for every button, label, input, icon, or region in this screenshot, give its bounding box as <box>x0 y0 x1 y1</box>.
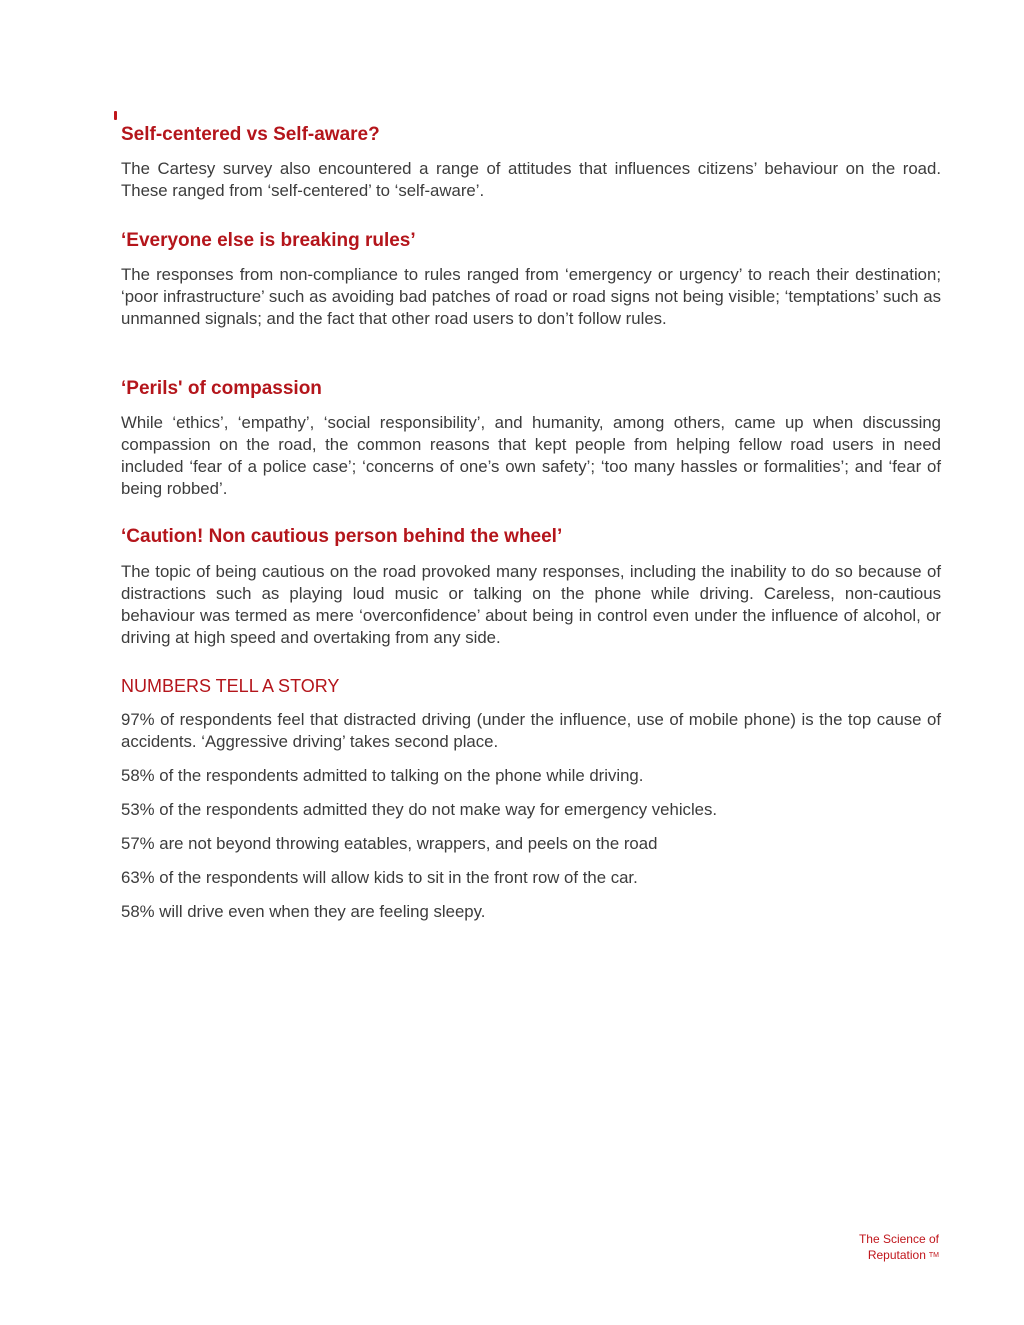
footer-line-1: The Science of <box>858 1232 939 1246</box>
footer-line-2 <box>859 1247 939 1264</box>
stat-item: 53% of the respondents admitted they do not make way for emergency vehicles. <box>121 800 718 819</box>
stat-item: 97% of respondents feel that distracted driving (under the influence, use of mobile phone) is the top cause of accidents. ‘Aggressive driving’ takes second place. <box>121 710 941 751</box>
trademark-mark: TM <box>928 1252 939 1259</box>
stat-item: 63% of the respondents will allow kids to sit in the front row of the car. <box>121 868 638 887</box>
heading-numbers: NUMBERS TELL A STORY <box>121 676 340 696</box>
decorative-mark <box>114 111 117 120</box>
paragraph-self-centered: The Cartesy survey also encountered a range of attitudes that influences citizens’ behaviour on the road. These ranged from ‘self-centered’ to ‘self-aware’. <box>121 159 941 200</box>
paragraph-caution: The topic of being cautious on the road provoked many responses, including the inability to do so because of distractions such as playing loud music or talking on the phone while driving. Careless, non-cautious behaviour was termed as mere ‘overconfidence’ about being in control even under the influence of alcohol, or driving at high speed and overtaking from any side. <box>121 562 941 647</box>
heading-compassion: ‘Perils' of compassion <box>121 378 322 399</box>
footer-tagline <box>859 1231 939 1264</box>
heading-self-centered: Self-centered vs Self-aware? <box>121 124 380 145</box>
paragraph-compassion: While ‘ethics’, ‘empathy’, ‘social responsibility’, and humanity, among others, came up when discussing compassion on the road, the common reasons that kept people from helping fellow road users in need included ‘fear of a police case’; ‘concerns of one’s own safety’; ‘too many hassles or formalities’; and ‘fear of being robbed’. <box>121 413 941 498</box>
stat-item: 57% are not beyond throwing eatables, wrappers, and peels on the road <box>121 834 658 853</box>
paragraph-breaking-rules: The responses from non-compliance to rules ranged from ‘emergency or urgency’ to reach their destination; ‘poor infrastructure’ such as avoiding bad patches of road or road signs not being visible; ‘temptations’ such as unmanned signals; and the fact that other road users to don’t follow rules. <box>121 265 941 328</box>
footer-reputation: Reputation <box>867 1248 926 1262</box>
heading-breaking-rules: ‘Everyone else is breaking rules’ <box>121 230 416 251</box>
stat-item: 58% of the respondents admitted to talking on the phone while driving. <box>121 766 644 785</box>
stat-item: 58% will drive even when they are feeling sleepy. <box>121 902 486 921</box>
heading-caution: ‘Caution! Non cautious person behind the wheel’ <box>121 526 563 547</box>
